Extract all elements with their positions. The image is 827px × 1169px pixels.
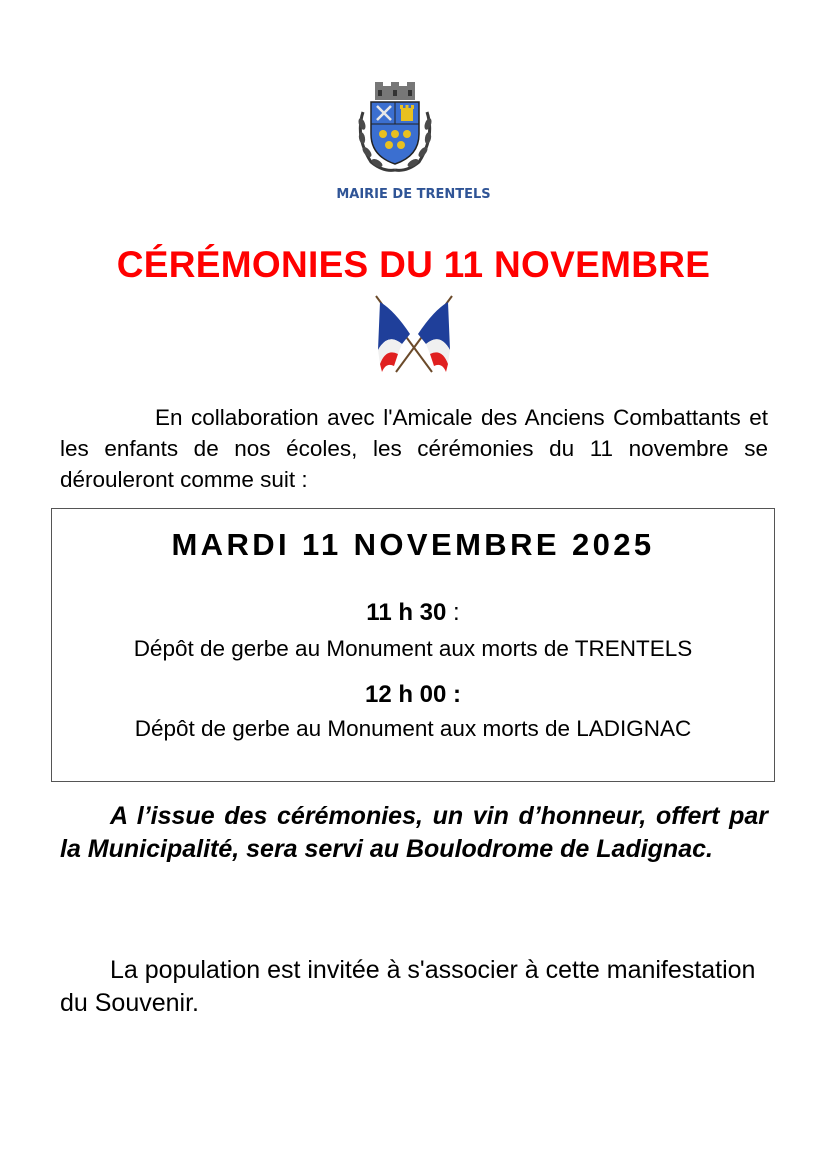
schedule-time-1 [52, 599, 774, 627]
schedule-event-2: Dépôt de gerbe au Monument aux morts de LADIGNAC [134, 716, 692, 741]
intro-text: En collaboration avec l'Amicale des Anciens Combattants et les enfants de nos écoles, les cérémonies du 11 novembre se dérouleront comme suit : [60, 405, 768, 492]
schedule-time-1-value: 11 h 30 [366, 599, 447, 626]
reception-paragraph [60, 800, 768, 866]
schedule-event-1: Dépôt de gerbe au Monument aux morts de TRENTELS [133, 636, 693, 661]
schedule-time-1-colon: : [453, 599, 460, 626]
schedule-time-2-colon: : [453, 681, 462, 708]
schedule-time-2-value: 12 h 00 [364, 681, 447, 708]
mairie-heading: MAIRIE DE TRENTELS [336, 187, 491, 202]
coat-of-arms-icon [353, 82, 437, 174]
page-title: CÉRÉMONIES DU 11 NOVEMBRE [116, 244, 711, 285]
crossed-french-flags-icon [374, 292, 454, 374]
intro-paragraph [60, 402, 768, 495]
reception-text: A l’issue des cérémonies, un vin d’honneur, offert par la Municipalité, sera servi au Boulodrome de Ladignac. [60, 802, 768, 863]
ceremony-date: MARDI 11 NOVEMBRE 2025 [171, 527, 655, 562]
schedule-box [51, 508, 775, 782]
closing-text: La population est invitée à s'associer à cette manifestation du Souvenir. [60, 956, 756, 1017]
schedule-time-2 [52, 681, 774, 709]
closing-paragraph [60, 954, 768, 1020]
